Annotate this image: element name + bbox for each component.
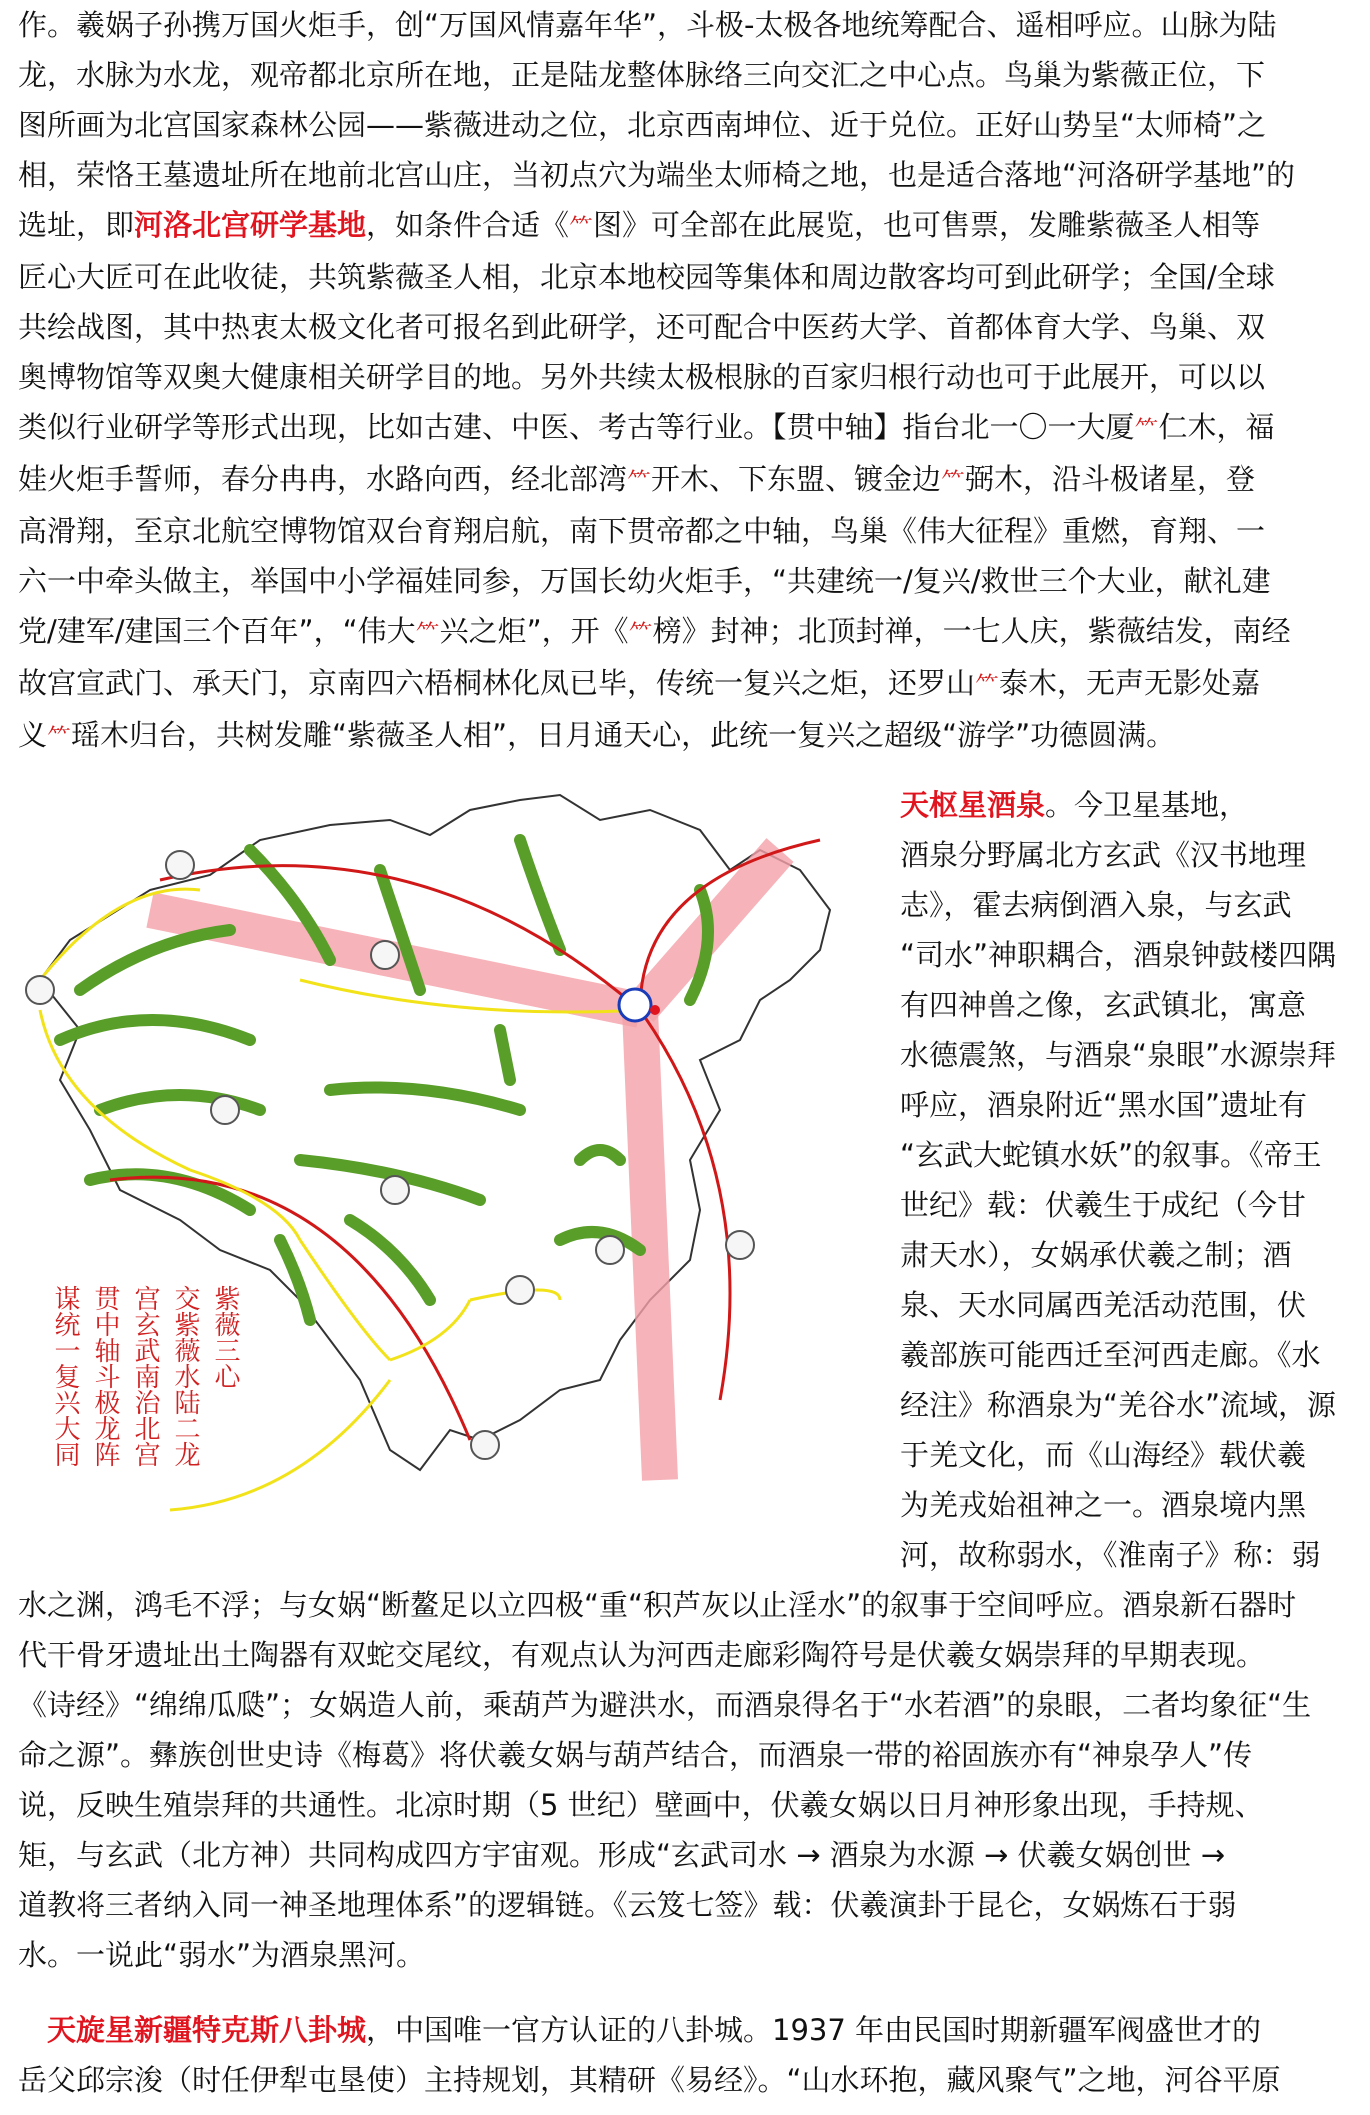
text-line: 高滑翔，至京北航空博物馆双台育翔启航，南下贯帝都之中轴，鸟巢《伟大征程》重燃，育翔、一 <box>18 514 1266 548</box>
text-segment: 。今卫星基地， <box>1045 788 1249 822</box>
text-line: 河，故称弱水，《淮南子》称：弱 <box>900 1538 1321 1572</box>
seal-column: 交紫薇水陆二龙 <box>170 1285 200 1467</box>
text-line: 相，荣恪王墓遗址所在地前北宫山庄，当初点穴为端坐太师椅之地，也是适合落地“河洛研学基地”的 <box>18 158 1296 192</box>
section-heading: 天枢星酒泉 <box>900 788 1046 822</box>
last-paragraph <box>18 2005 1358 2105</box>
special-glyph-icon: ⺮ <box>569 213 594 241</box>
text-segment: 娃火炬手誓师，春分冉冉，水路向西，经北部湾 <box>18 462 628 496</box>
text-segment: 仁木，福 <box>1158 410 1275 444</box>
text-line: 有四神兽之像，玄武镇北，寓意 <box>900 988 1307 1022</box>
text-segment: 党/建军/建国三个百年”，“伟大 <box>18 614 416 648</box>
text-line: 匠心大匠可在此收徒，共筑紫薇圣人相，北京本地校园等集体和周边散客均可到此研学；全国/全球 <box>18 260 1275 294</box>
text-line: 于羌文化，而《山海经》载伏羲 <box>900 1438 1307 1472</box>
special-glyph-icon: ⺮ <box>941 467 966 495</box>
route-line <box>300 1240 390 1360</box>
side-paragraph <box>900 780 1350 1580</box>
text-line: 道教将三者纳入同一神圣地理体系”的逻辑链。《云笈七签》载：伏羲演卦于昆仑，女娲炼石于弱 <box>18 1888 1237 1922</box>
special-glyph-icon: ⺮ <box>628 619 653 647</box>
mountain-stroke <box>580 1150 620 1160</box>
text-line: 六一中牵头做主，举国中小学福娃同参，万国长幼火炬手，“共建统一/复兴/救世三个大业，献礼建 <box>18 564 1271 598</box>
text-segment: 图》可全部在此展览，也可售票，发雕紫薇圣人相等 <box>593 208 1261 242</box>
text-segment: 故宫宣武门、承天门，京南四六梧桐林化凤已毕，传统一复兴之炬，还罗山 <box>18 666 976 700</box>
text-line: 作。羲娲子孙携万国火炬手，创“万国风情嘉年华”，斗极-太极各地统筹配合、遥相呼应。山脉为陆 <box>18 8 1277 42</box>
text-line: 肃天水），女娲承伏羲之制；酒 <box>900 1238 1292 1272</box>
text-line: 命之源”。彝族创世史诗《梅葛》将伏羲女娲与葫芦结合，而酒泉一带的裕固族亦有“神泉孕人”传 <box>18 1738 1253 1772</box>
text-line: 经注》称酒泉为“羌谷水”流域，源 <box>900 1388 1337 1422</box>
text-line <box>900 780 1350 830</box>
river-line <box>110 1177 470 1440</box>
bottom-paragraph <box>18 1580 1358 1980</box>
text-segment: ，中国唯一官方认证的八卦城。1937 年由民国时期新疆军阀盛世才的 <box>366 2013 1262 2047</box>
text-line: 岳父邱宗浚（时任伊犁屯垦使）主持规划，其精研《易经》。“山水环抱，藏风聚气”之地，河谷平原 <box>18 2063 1281 2097</box>
mountain-stroke <box>350 1220 430 1300</box>
text-line: 泉、天水同属西羌活动范围，伏 <box>900 1288 1307 1322</box>
seal-inscription <box>50 1285 240 1467</box>
text-line: 水。一说此“弱水”为酒泉黑河。 <box>18 1938 426 1972</box>
text-segment: 兴之炬”，开《 <box>439 614 629 648</box>
text-segment: ，如条件合适《 <box>366 208 570 242</box>
seal-column: 紫薇三心 <box>210 1285 240 1389</box>
china-map-illustration <box>0 780 880 1600</box>
text-line: 酒泉分野属北方玄武《汉书地理 <box>900 838 1307 872</box>
figure-icon <box>726 1231 754 1259</box>
text-segment: 榜》封神；北顶封禅，一七人庆，紫薇结发，南经 <box>652 614 1291 648</box>
mountain-stroke <box>280 1240 310 1320</box>
text-line: 龙，水脉为水龙，观帝都北京所在地，正是陆龙整体脉络三向交汇之中心点。鸟巢为紫薇正位，下 <box>18 58 1266 92</box>
text-line: 羲部族可能西迁至河西走廊。《水 <box>900 1338 1321 1372</box>
text-line <box>18 606 1358 658</box>
text-line: 呼应，酒泉附近“黑水国”遗址有 <box>900 1088 1308 1122</box>
text-segment: 义 <box>18 718 48 752</box>
seal-column: 谋统一复兴大同 <box>50 1285 80 1467</box>
text-line: 说，反映生殖崇拜的共通性。北凉时期（5 世纪）壁画中，伏羲女娲以日月神形象出现，手持规、 <box>18 1788 1264 1822</box>
figure-icon <box>471 1431 499 1459</box>
text-line <box>18 710 1358 762</box>
special-glyph-icon: ⺮ <box>47 723 72 751</box>
figure-icon <box>166 851 194 879</box>
figure-icon <box>26 976 54 1004</box>
highlight-text: 河洛北宫研学基地 <box>134 208 367 242</box>
text-line: 为羌戎始祖神之一。酒泉境内黑 <box>900 1488 1307 1522</box>
text-line: 志》，霍去病倒酒入泉，与玄武 <box>900 888 1292 922</box>
text-segment: 选址，即 <box>18 208 135 242</box>
text-line: 水之渊，鸿毛不浮；与女娲“断鳌足以立四极“重“积芦灰以止淫水”的叙事于空间呼应。酒泉新石器时 <box>18 1588 1297 1622</box>
special-glyph-icon: ⺮ <box>975 671 1000 699</box>
route-line <box>390 1300 470 1360</box>
text-segment: 类似行业研学等形式出现，比如古建、中医、考古等行业。【贯中轴】指台北一〇一大厦 <box>18 410 1135 444</box>
mountain-stroke <box>80 930 230 990</box>
text-line: 《诗经》“绵绵瓜瓞”；女娲造人前，乘葫芦为避洪水，而酒泉得名于“水若酒”的泉眼，二者均象征“生 <box>18 1688 1312 1722</box>
figure-icon <box>381 1176 409 1204</box>
mountain-stroke <box>330 1088 520 1111</box>
text-line: 水德震煞，与酒泉“泉眼”水源崇拜 <box>900 1038 1337 1072</box>
text-line: “司水”神职耦合，酒泉钟鼓楼四隅 <box>900 938 1337 972</box>
seal-column: 宫玄武南治北宫 <box>130 1285 160 1467</box>
text-segment: 开木、下东盟、镀金边 <box>651 462 942 496</box>
top-paragraph <box>18 0 1358 762</box>
text-line <box>18 2005 1358 2055</box>
text-line <box>18 658 1358 710</box>
section-heading: 天旋星新疆特克斯八卦城 <box>47 2013 367 2047</box>
text-line <box>18 454 1358 506</box>
text-segment: 弼木，沿斗极诸星，登 <box>965 462 1256 496</box>
text-line: 矩，与玄武（北方神）共同构成四方宇宙观。形成“玄武司水 → 酒泉为水源 → 伏羲女娲创世 → <box>18 1838 1226 1872</box>
special-glyph-icon: ⺮ <box>627 467 652 495</box>
mountain-stroke <box>520 840 560 950</box>
figure-icon <box>211 1096 239 1124</box>
center-emblem-icon <box>619 989 651 1021</box>
text-line: 共绘战图，其中热衷太极文化者可报名到此研学，还可配合中医药大学、首都体育大学、鸟巢、双 <box>18 310 1266 344</box>
text-segment: 泰木，无声无影处嘉 <box>999 666 1261 700</box>
seal-column: 贯中轴斗极龙阵 <box>90 1285 120 1467</box>
text-line: 图所画为北宫国家森林公园——紫薇进动之位，北京西南坤位、近于兑位。正好山势呈“太师椅”之 <box>18 108 1267 142</box>
center-dot-icon <box>650 1005 660 1015</box>
text-line: 世纪》载：伏羲生于成纪（今甘 <box>900 1188 1307 1222</box>
mountain-stroke <box>500 1030 510 1080</box>
special-glyph-icon: ⺮ <box>415 619 440 647</box>
route-line <box>170 1380 390 1510</box>
text-line <box>18 402 1358 454</box>
special-glyph-icon: ⺮ <box>1134 415 1159 443</box>
figure-icon <box>371 941 399 969</box>
figure-icon <box>596 1236 624 1264</box>
text-line: 代干骨牙遗址出土陶器有双蛇交尾纹，有观点认为河西走廊彩陶符号是伏羲女娲崇拜的早期表现。 <box>18 1638 1266 1672</box>
text-line: 奥博物馆等双奥大健康相关研学目的地。另外共续太极根脉的百家归根行动也可于此展开，可以以 <box>18 360 1266 394</box>
text-segment: 瑶木归台，共树发雕“紫薇圣人相”，日月通天心，此统一复兴之超级“游学”功德圆满。 <box>71 718 1176 752</box>
text-line <box>18 200 1358 252</box>
mountain-stroke <box>60 1020 250 1040</box>
text-line: “玄武大蛇镇水妖”的叙事。《帝王 <box>900 1138 1322 1172</box>
figure-icon <box>506 1276 534 1304</box>
